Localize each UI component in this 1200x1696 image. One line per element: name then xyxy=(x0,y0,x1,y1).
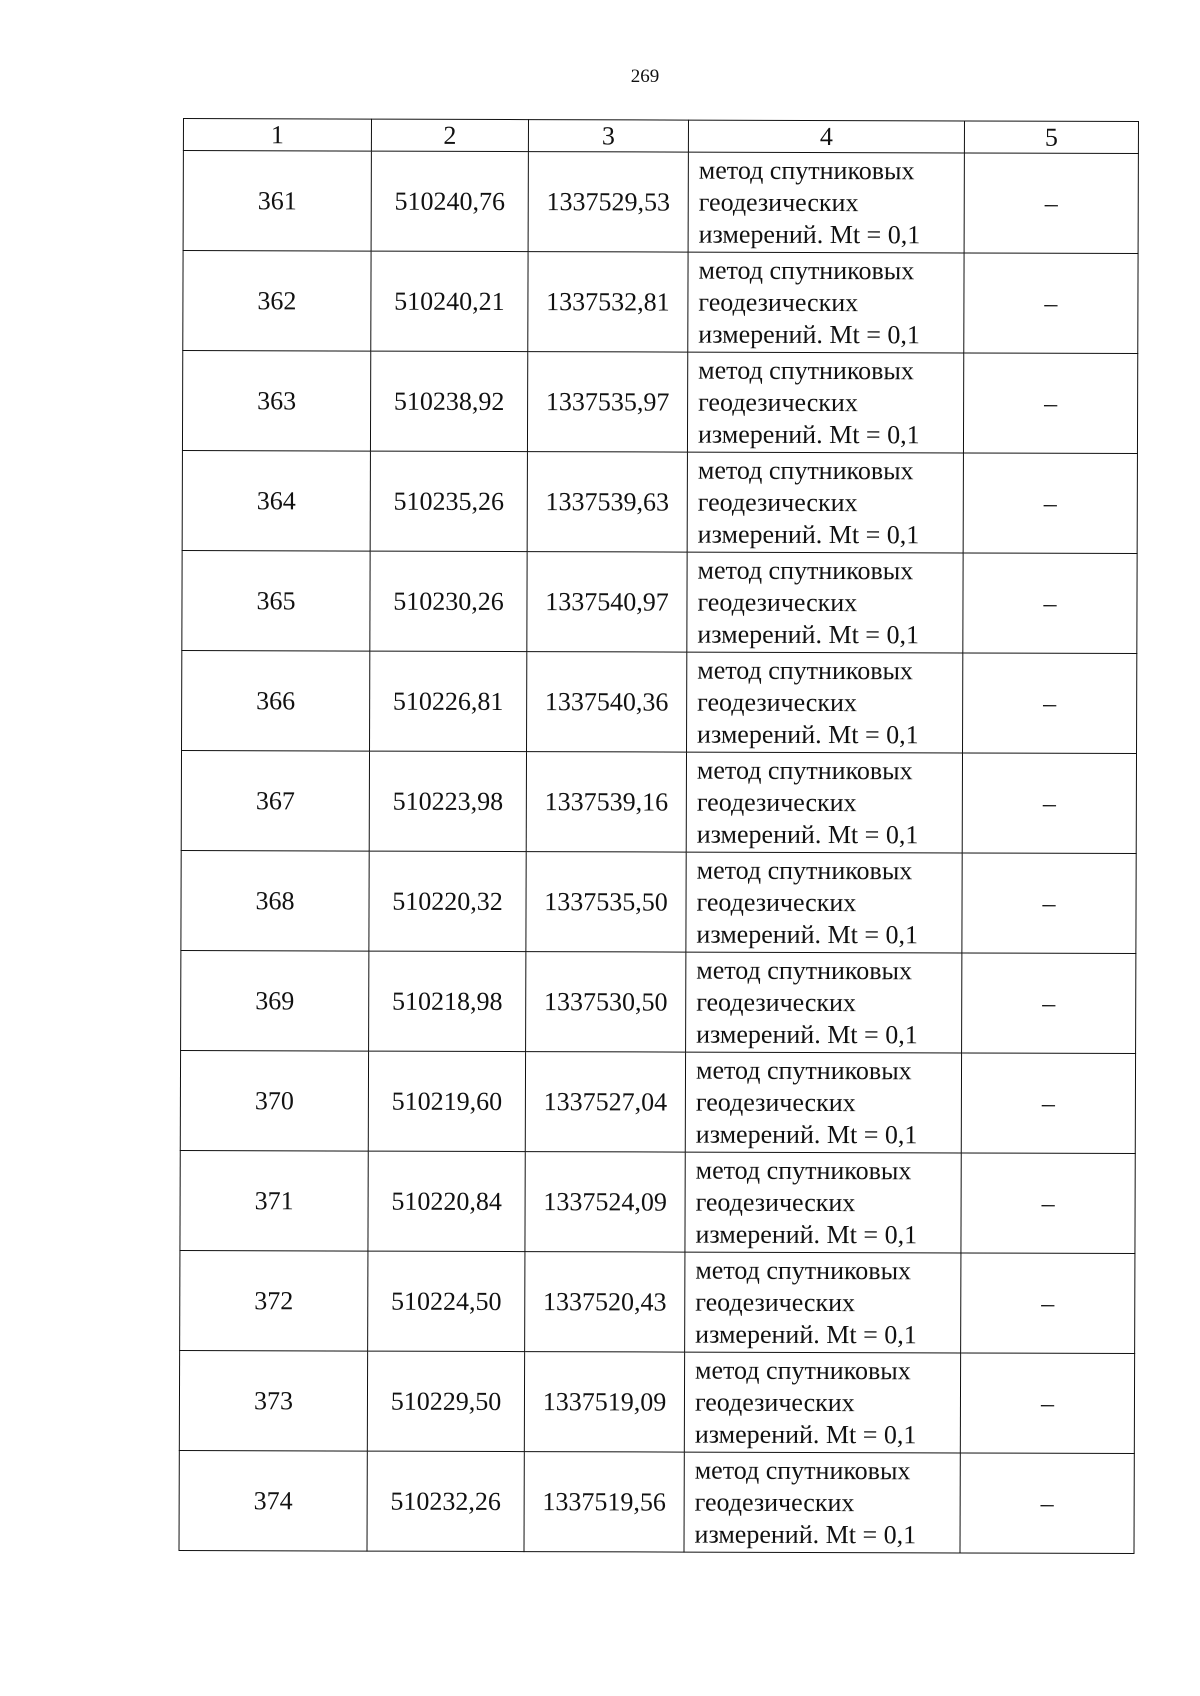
method-line: метод спутниковых xyxy=(697,655,914,685)
x-coordinate-cell: 510224,50 xyxy=(368,1251,525,1351)
method-cell xyxy=(687,652,963,753)
method-line: геодезических xyxy=(697,587,858,617)
method-line: измерений. Mt = 0,1 xyxy=(696,819,919,849)
note-cell: – xyxy=(961,1053,1135,1154)
note-cell: – xyxy=(961,1153,1135,1254)
point-number-cell: 361 xyxy=(183,151,371,252)
y-coordinate-cell: 1337535,97 xyxy=(527,352,687,453)
table-row xyxy=(179,1450,1134,1553)
table-row xyxy=(179,1350,1134,1453)
note-cell: – xyxy=(963,353,1137,454)
note-cell: – xyxy=(963,553,1137,654)
note-cell: – xyxy=(961,1253,1135,1354)
method-line: геодезических xyxy=(696,987,857,1017)
method-cell xyxy=(686,852,962,953)
table-body xyxy=(179,151,1138,1554)
method-line: геодезических xyxy=(698,187,859,217)
table-row xyxy=(183,151,1138,254)
method-line: геодезических xyxy=(698,287,859,317)
note-cell: – xyxy=(960,1453,1134,1554)
y-coordinate-cell: 1337535,50 xyxy=(526,852,686,953)
x-coordinate-cell: 510240,76 xyxy=(371,151,528,251)
method-cell xyxy=(686,752,962,853)
point-number-cell: 363 xyxy=(182,351,370,452)
x-coordinate-cell: 510232,26 xyxy=(367,1451,524,1551)
point-number-cell: 364 xyxy=(182,450,370,551)
method-line: измерений. Mt = 0,1 xyxy=(697,419,920,449)
point-number-cell: 371 xyxy=(180,1150,368,1251)
method-line: измерений. Mt = 0,1 xyxy=(698,319,920,349)
method-line: измерений. Mt = 0,1 xyxy=(696,1019,918,1049)
table-row xyxy=(180,1150,1135,1253)
method-line: метод спутниковых xyxy=(695,1255,912,1285)
method-line: метод спутниковых xyxy=(698,155,915,185)
method-cell xyxy=(685,1052,961,1153)
method-line: метод спутниковых xyxy=(696,755,913,785)
point-number-cell: 370 xyxy=(180,1050,368,1151)
page-number: 269 xyxy=(630,66,660,87)
method-line: измерений. Mt = 0,1 xyxy=(697,619,920,649)
x-coordinate-cell: 510219,60 xyxy=(368,1051,525,1151)
method-cell xyxy=(687,552,963,653)
y-coordinate-cell: 1337532,81 xyxy=(528,252,688,353)
table-row xyxy=(180,1250,1135,1353)
note-cell: – xyxy=(964,253,1138,354)
method-line: геодезических xyxy=(696,787,857,817)
point-number-cell: 362 xyxy=(183,251,371,352)
coordinates-table xyxy=(178,118,1138,1554)
column-header-3: 3 xyxy=(528,120,688,153)
x-coordinate-cell: 510238,92 xyxy=(370,351,527,451)
point-number-cell: 374 xyxy=(179,1450,367,1551)
method-line: метод спутниковых xyxy=(697,455,914,485)
x-coordinate-cell: 510229,50 xyxy=(367,1351,524,1451)
note-cell: – xyxy=(962,953,1136,1054)
method-line: метод спутниковых xyxy=(696,855,913,885)
y-coordinate-cell: 1337540,97 xyxy=(527,552,687,653)
point-number-cell: 366 xyxy=(182,650,370,751)
table-row xyxy=(181,850,1136,953)
note-cell: – xyxy=(963,453,1137,554)
method-line: метод спутниковых xyxy=(694,1455,911,1485)
y-coordinate-cell: 1337519,09 xyxy=(524,1352,684,1453)
table-row xyxy=(181,750,1136,853)
method-line: метод спутниковых xyxy=(695,1055,912,1085)
method-line: измерений. Mt = 0,1 xyxy=(695,1319,917,1349)
x-coordinate-cell: 510220,84 xyxy=(368,1151,525,1251)
y-coordinate-cell: 1337540,36 xyxy=(527,652,687,753)
method-cell xyxy=(684,1452,960,1553)
x-coordinate-cell: 510220,32 xyxy=(369,851,526,951)
point-number-cell: 367 xyxy=(181,750,369,851)
table-header-row xyxy=(183,119,1138,154)
point-number-cell: 369 xyxy=(181,950,369,1051)
method-line: измерений. Mt = 0,1 xyxy=(698,219,921,249)
point-number-cell: 368 xyxy=(181,850,369,951)
point-number-cell: 373 xyxy=(179,1350,367,1451)
column-header-4: 4 xyxy=(688,120,964,153)
method-line: геодезических xyxy=(695,1087,856,1117)
y-coordinate-cell: 1337527,04 xyxy=(525,1052,685,1153)
point-number-cell: 365 xyxy=(182,550,370,651)
method-line: метод спутниковых xyxy=(698,255,915,285)
method-line: измерений. Mt = 0,1 xyxy=(695,1119,918,1149)
x-coordinate-cell: 510223,98 xyxy=(369,751,526,851)
table-row xyxy=(181,950,1136,1053)
x-coordinate-cell: 510218,98 xyxy=(369,951,526,1051)
table-row xyxy=(182,550,1137,653)
table-row xyxy=(182,650,1137,753)
method-line: геодезических xyxy=(697,687,857,717)
method-line: геодезических xyxy=(695,1287,856,1317)
method-cell xyxy=(684,1352,960,1453)
method-cell xyxy=(685,1152,961,1253)
method-line: измерений. Mt = 0,1 xyxy=(695,1219,918,1249)
method-cell xyxy=(687,352,963,453)
table-row xyxy=(182,351,1137,454)
method-line: измерений. Mt = 0,1 xyxy=(697,719,919,749)
method-line: геодезических xyxy=(696,887,857,917)
x-coordinate-cell: 510235,26 xyxy=(370,451,527,551)
method-line: метод спутниковых xyxy=(695,1155,912,1185)
note-cell: – xyxy=(963,653,1137,754)
column-header-1: 1 xyxy=(183,119,371,152)
point-number-cell: 372 xyxy=(180,1250,368,1351)
note-cell: – xyxy=(964,153,1138,254)
note-cell: – xyxy=(960,1353,1134,1454)
method-cell xyxy=(685,1252,961,1353)
y-coordinate-cell: 1337530,50 xyxy=(526,952,686,1053)
method-line: геодезических xyxy=(697,487,858,517)
y-coordinate-cell: 1337520,43 xyxy=(525,1252,685,1353)
table-row xyxy=(183,251,1138,354)
y-coordinate-cell: 1337539,16 xyxy=(526,752,686,853)
method-line: метод спутниковых xyxy=(696,955,913,985)
method-line: геодезических xyxy=(694,1487,855,1517)
y-coordinate-cell: 1337524,09 xyxy=(525,1152,685,1253)
table-row xyxy=(182,450,1137,553)
column-header-5: 5 xyxy=(964,121,1138,154)
y-coordinate-cell: 1337539,63 xyxy=(527,452,687,553)
method-line: измерений. Mt = 0,1 xyxy=(694,1419,917,1449)
y-coordinate-cell: 1337519,56 xyxy=(524,1452,684,1553)
method-line: метод спутниковых xyxy=(698,355,914,385)
note-cell: – xyxy=(962,853,1136,954)
x-coordinate-cell: 510226,81 xyxy=(370,651,527,751)
method-line: геодезических xyxy=(694,1387,855,1417)
x-coordinate-cell: 510240,21 xyxy=(371,251,528,351)
method-line: метод спутниковых xyxy=(697,555,914,585)
method-cell xyxy=(686,952,962,1053)
method-line: измерений. Mt = 0,1 xyxy=(694,1519,917,1549)
column-header-2: 2 xyxy=(371,119,528,151)
note-cell: – xyxy=(962,753,1136,854)
method-cell xyxy=(688,252,964,353)
method-line: измерений. Mt = 0,1 xyxy=(697,519,920,549)
x-coordinate-cell: 510230,26 xyxy=(370,551,527,651)
y-coordinate-cell: 1337529,53 xyxy=(528,152,688,253)
method-line: метод спутниковых xyxy=(695,1355,911,1385)
method-cell xyxy=(687,452,963,553)
method-line: измерений. Mt = 0,1 xyxy=(696,919,919,949)
method-line: геодезических xyxy=(695,1187,856,1217)
method-cell xyxy=(688,152,964,253)
method-line: геодезических xyxy=(698,387,858,417)
table-row xyxy=(180,1050,1135,1153)
